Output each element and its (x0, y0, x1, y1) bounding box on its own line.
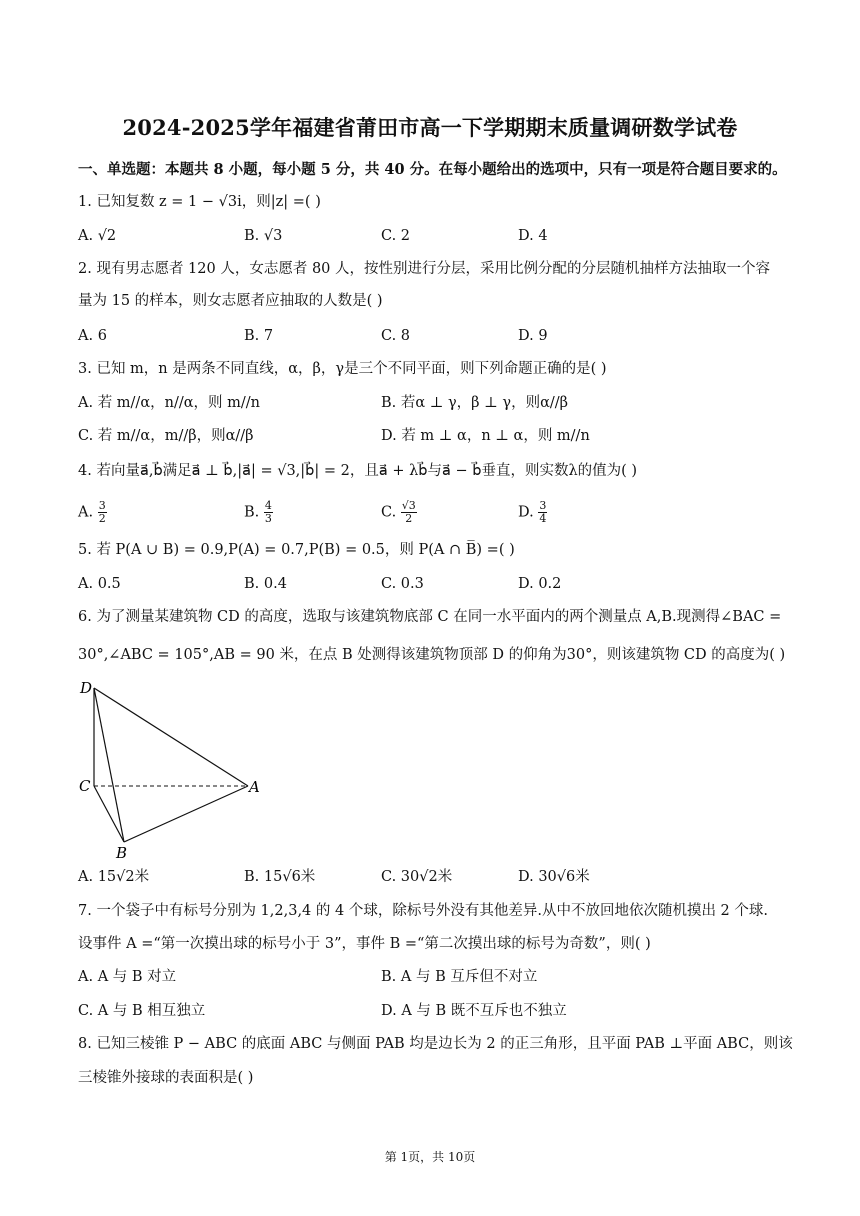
exam-title: 2024-2025学年福建省莆田市高一下学期期末质量调研数学试卷 (122, 115, 738, 140)
q4-option-b (244, 500, 273, 525)
q3-option-a: A. 若 m//α，n//α，则 m//n (78, 395, 260, 411)
q5-option-d: D. 0.2 (518, 576, 562, 592)
q2-option-c: C. 8 (381, 328, 411, 344)
q7-option-a: A. A 与 B 对立 (78, 969, 177, 985)
question-8-text-line2: 三棱锥外接球的表面积是( ) (78, 1070, 254, 1086)
q3-option-b: B. 若α ⊥ γ，β ⊥ γ，则α//β (381, 395, 569, 411)
question-8-text-line1: 8. 已知三棱锥 P − ABC 的底面 ABC 与侧面 PAB 均是边长为 2 的正三角形，且平面 PAB ⊥平面 ABC，则该 (78, 1036, 793, 1052)
q1-option-a: A. √2 (78, 228, 117, 244)
question-4-text: 4. 若向量a⃗,b⃗满足a⃗ ⊥ b⃗,|a⃗| = √3,|b⃗| = 2，且a⃗ + λb⃗与a⃗ − b⃗垂直，则实数λ的值为( ) (78, 463, 638, 479)
q6-option-d: D. 30√6米 (518, 869, 590, 885)
q6-option-a: A. 15√2米 (78, 869, 150, 885)
q2-option-a: A. 6 (78, 328, 107, 344)
q3-option-d: D. 若 m ⊥ α，n ⊥ α，则 m//n (381, 428, 590, 444)
tetrahedron-figure (78, 676, 264, 862)
section-heading: 一、单选题：本题共 8 小题，每小题 5 分，共 40 分。在每小题给出的选项中，只有一项是符合题目要求的。 (78, 161, 787, 178)
q7-option-b: B. A 与 B 互斥但不对立 (381, 969, 538, 985)
q1-option-c: C. 2 (381, 228, 411, 244)
question-3-text: 3. 已知 m，n 是两条不同直线，α，β，γ是三个不同平面，则下列命题正确的是( ) (78, 361, 607, 377)
q2-option-d: D. 9 (518, 328, 548, 344)
question-1-text: 1. 已知复数 z = 1 − √3i，则|z| =( ) (78, 194, 321, 210)
q4-option-a-label: A. (78, 504, 94, 521)
page-footer: 第 1页，共 10页 (384, 1150, 476, 1164)
q4-option-c-fraction: $\frac{√3}{2}$ (401, 499, 416, 525)
question-5-text: 5. 若 P(A ∪ B) = 0.9,P(A) = 0.7,P(B) = 0.5，则 P(A ∩ B̅) =( ) (78, 542, 515, 558)
vertex-label-d: D (80, 679, 93, 697)
q4-option-a-fraction: $\frac{3}{2}$ (98, 499, 106, 525)
question-7-text-line1: 7. 一个袋子中有标号分别为 1,2,3,4 的 4 个球，除标号外没有其他差异.从中不放回地依次随机摸出 2 个球. (78, 903, 768, 919)
q4-option-c-label: C. (381, 504, 397, 521)
q4-option-b-fraction: $\frac{4}{3}$ (264, 499, 272, 525)
q5-option-a: A. 0.5 (78, 576, 121, 592)
q6-option-c: C. 30√2米 (381, 869, 453, 885)
q4-option-b-label: B. (244, 504, 260, 521)
question-2-text-line1: 2. 现有男志愿者 120 人，女志愿者 80 人，按性别进行分层，采用比例分配的分层随机抽样方法抽取一个容 (78, 261, 771, 277)
vertex-label-c: C (79, 777, 91, 795)
vertex-label-a: A (249, 778, 260, 796)
q4-option-d (518, 500, 547, 525)
q1-option-b: B. √3 (244, 228, 283, 244)
q4-option-d-label: D. (518, 504, 534, 521)
q3-option-c: C. 若 m//α，m//β，则α//β (78, 428, 254, 444)
q2-option-b: B. 7 (244, 328, 274, 344)
q1-option-d: D. 4 (518, 228, 548, 244)
q4-option-d-fraction: $\frac{3}{4}$ (539, 499, 547, 525)
q6-option-b: B. 15√6米 (244, 869, 316, 885)
q4-option-c (381, 500, 417, 525)
q5-option-b: B. 0.4 (244, 576, 287, 592)
question-6-text-line1: 6. 为了测量某建筑物 CD 的高度，选取与该建筑物底部 C 在同一水平面内的两个测量点 A,B.现测得∠BAC = (78, 609, 782, 625)
question-7-text-line2: 设事件 A =“第一次摸出球的标号小于 3”，事件 B =“第二次摸出球的标号为奇数”，则( ) (78, 936, 651, 952)
question-6-text-line2: 30°,∠ABC = 105°,AB = 90 米，在点 B 处测得该建筑物顶部 D 的仰角为30°，则该建筑物 CD 的高度为( ) (78, 647, 786, 663)
q7-option-d: D. A 与 B 既不互斥也不独立 (381, 1003, 567, 1019)
q5-option-c: C. 0.3 (381, 576, 424, 592)
question-2-text-line2: 量为 15 的样本，则女志愿者应抽取的人数是( ) (78, 293, 383, 309)
q4-option-a (78, 500, 107, 525)
vertex-label-b: B (116, 844, 128, 862)
q7-option-c: C. A 与 B 相互独立 (78, 1003, 206, 1019)
